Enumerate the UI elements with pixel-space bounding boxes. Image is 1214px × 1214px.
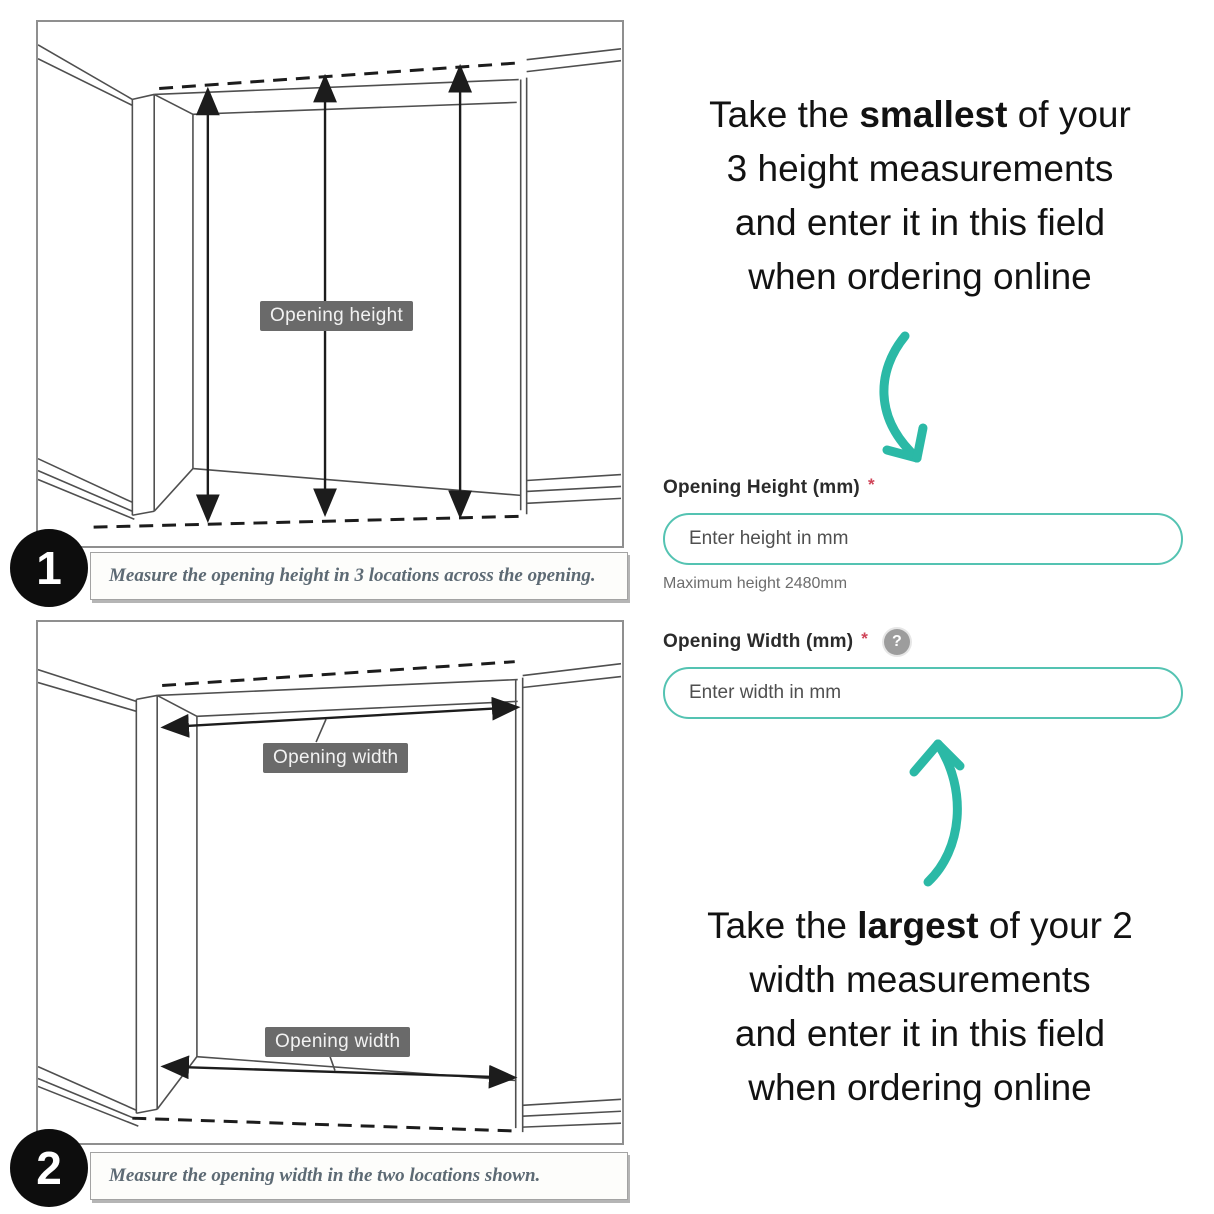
width-instruction-emphasis: largest <box>857 905 979 946</box>
height-instruction-suffix: of your <box>1007 94 1131 135</box>
height-instruction-prefix: Take the <box>709 94 860 135</box>
opening-width-top-label: Opening width <box>263 743 408 773</box>
step1-number: 1 <box>36 542 62 594</box>
max-height-helper: Maximum height 2480mm <box>663 575 848 592</box>
step1-number-badge <box>10 529 88 607</box>
opening-height-label: Opening height <box>260 301 413 331</box>
height-instruction-emphasis: smallest <box>859 94 1008 135</box>
curved-arrow-down-icon <box>865 330 965 470</box>
width-instruction-line4: when ordering online <box>748 1067 1092 1108</box>
height-instruction-line4: when ordering online <box>748 256 1092 297</box>
required-asterisk: * <box>861 629 868 648</box>
opening-height-input[interactable] <box>663 513 1183 565</box>
step2-number: 2 <box>36 1142 62 1194</box>
width-instruction-text <box>640 899 1200 1115</box>
height-instruction-line2: 3 height measurements <box>726 148 1114 189</box>
step1-caption-box <box>90 552 628 600</box>
opening-height-diagram <box>36 20 624 548</box>
width-instruction-line3: and enter it in this field <box>734 1013 1106 1054</box>
height-instruction-line3: and enter it in this field <box>734 202 1106 243</box>
opening-width-field-label: Opening Width (mm) <box>663 631 854 652</box>
curved-arrow-up-icon <box>900 732 1000 887</box>
step2-number-badge <box>10 1129 88 1207</box>
opening-width-diagram <box>36 620 624 1145</box>
width-instruction-line2: width measurements <box>749 959 1091 1000</box>
opening-width-label-row <box>663 630 1183 654</box>
height-instruction-text <box>640 88 1200 304</box>
opening-width-bottom-label: Opening width <box>265 1027 410 1057</box>
opening-height-drawing <box>38 22 622 546</box>
step2-caption-box <box>90 1152 628 1200</box>
help-icon[interactable]: ? <box>884 629 910 655</box>
required-asterisk: * <box>867 475 875 494</box>
width-instruction-prefix: Take the <box>707 905 858 946</box>
width-instruction-suffix: of your 2 <box>978 905 1133 946</box>
opening-height-label-row <box>663 476 1183 500</box>
step1-caption: Measure the opening height in 3 locations across the opening. <box>109 565 596 586</box>
step2-caption: Measure the opening width in the two locations shown. <box>109 1165 541 1186</box>
opening-height-field-label: Opening Height (mm) <box>663 477 860 498</box>
opening-width-input[interactable] <box>663 667 1183 719</box>
opening-width-drawing <box>38 622 622 1143</box>
order-form <box>663 476 1183 719</box>
